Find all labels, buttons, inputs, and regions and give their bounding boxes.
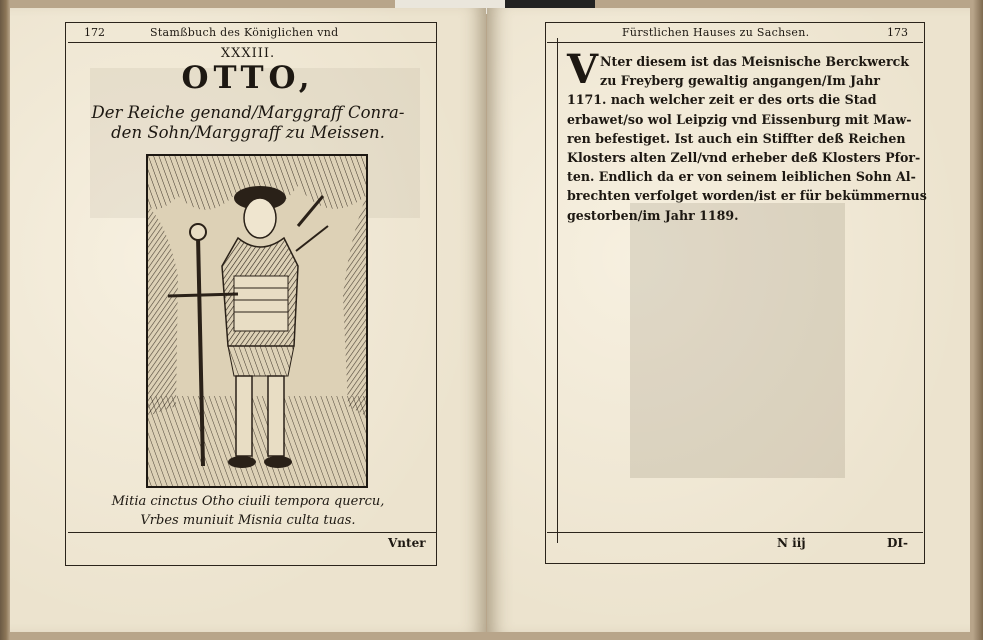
running-head: Fürstlichen Hauses zu Sachsen. — [622, 26, 810, 39]
right-page — [487, 8, 970, 632]
subtitle-line-1: Der Reiche genand/Marggraff Conra- — [91, 103, 405, 122]
foot-rule — [68, 532, 436, 533]
body-line: gestorben/im Jahr 1189. — [567, 207, 739, 223]
head-rule — [547, 42, 923, 43]
head-rule — [68, 42, 436, 43]
body-line: ren befestiget. Ist auch ein Stiffter deß Reichen — [567, 130, 906, 146]
body-text — [567, 46, 927, 225]
body-line: Nter diesem ist das Meisnische Berckwerck — [600, 54, 909, 69]
woodcut-illustration — [148, 156, 366, 486]
body-line: Klosters alten Zell/vnd erheber deß Klosters Pfor- — [567, 150, 921, 166]
body-line: zu Freyberg gewaltig angangen/Im Jahr — [600, 73, 880, 89]
running-head: Stamßbuch des Königlichen vnd — [150, 26, 339, 39]
portrait-woodcut — [146, 154, 368, 488]
body-line: brechten verfolget worden/ist er für bekümmernus — [567, 188, 927, 204]
catchword: DI- — [887, 536, 908, 550]
page-title: OTTO, — [181, 60, 315, 96]
catchword: Vnter — [388, 536, 426, 550]
subtitle-line-2: den Sohn/Marggraff zu Meissen. — [111, 123, 385, 142]
signature-mark: N iij — [777, 536, 806, 550]
drop-cap-initial: V — [567, 46, 599, 93]
left-page — [10, 8, 486, 632]
latin-caption-line-2: Vrbes muniuit Misnia culta tuas. — [140, 513, 356, 528]
page-number: 172 — [84, 26, 105, 39]
body-line: erbawet/so wol Leipzig vnd Eissenburg mit Maw- — [567, 111, 912, 127]
chapter-number: XXXIII. — [220, 46, 276, 61]
body-line: ten. Endlich da er von seinem leiblichen Sohn Al- — [567, 169, 916, 185]
latin-caption-line-1: Mitia cinctus Otho ciuili tempora quercu, — [111, 494, 385, 509]
foot-rule — [547, 532, 923, 533]
page-number: 173 — [887, 26, 908, 39]
body-line: 1171. nach welcher zeit er des orts die Stad — [567, 92, 877, 108]
